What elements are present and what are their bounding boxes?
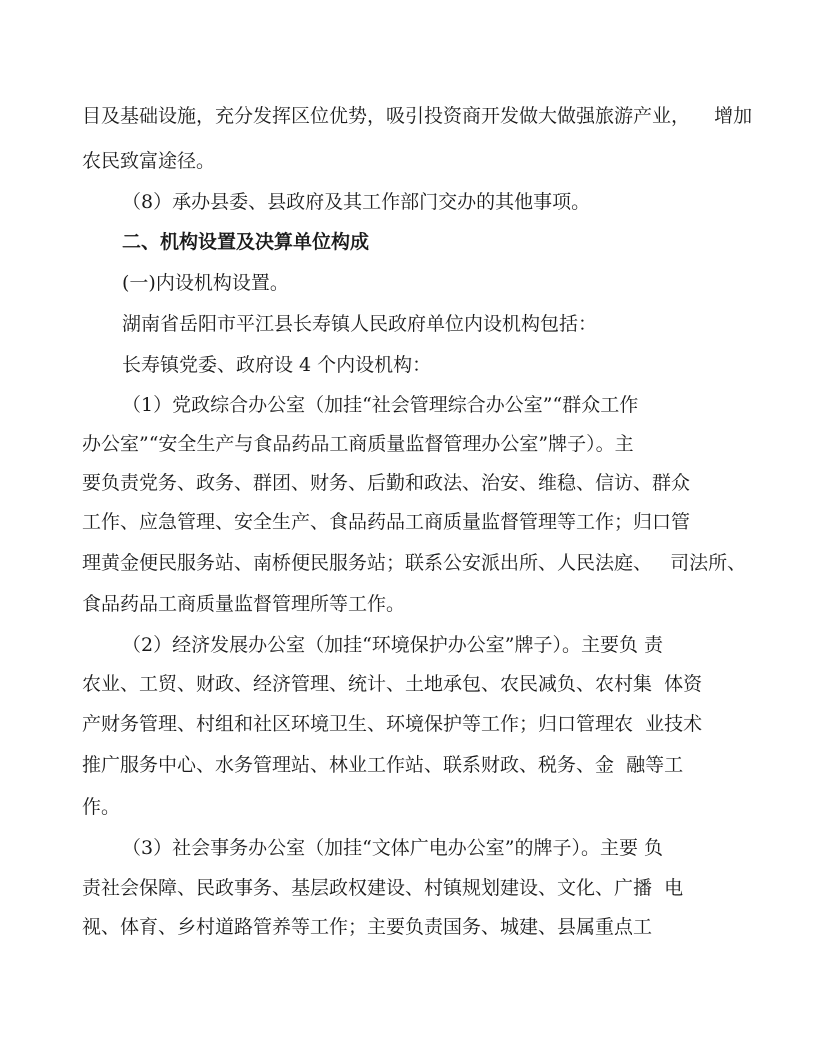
- text-line-2: 农民致富途径。: [82, 150, 216, 172]
- item-3-line-3: 视、体育、乡村道路管养等工作；主要负责国务、城建、县属重点工: [82, 916, 653, 938]
- item-8-line: （8）承办县委、县政府及其工作部门交办的其他事项。: [122, 191, 591, 213]
- item-1-line-5: 理黄金便民服务站、南桥便民服务站；联系公安派出所、人民法庭、 司法所、: [82, 552, 747, 574]
- item-2-line-4: 推广服务中心、水务管理站、林业工作站、联系财政、税务、金 融等工: [82, 754, 684, 776]
- item-2-line-2: 农业、工贸、财政、经济管理、统计、土地承包、农民减负、农村集 体资: [82, 673, 703, 695]
- item-2-line-3: 产财务管理、村组和社区环境卫生、环境保护等工作；归口管理农 业技术: [82, 713, 703, 735]
- item-1-line-1: （1）党政综合办公室（加挂“社会管理综合办公室”“群众工作: [122, 394, 639, 416]
- text-line-6: 湖南省岳阳市平江县长寿镇人民政府单位内设机构包括：: [122, 313, 598, 335]
- item-1-line-2: 办公室”“安全生产与食品药品工商质量监督管理办公室”牌子）。主: [82, 433, 634, 455]
- item-1-line-4: 工作、应急管理、安全生产、食品药品工商质量监督管理等工作；归口管: [82, 511, 691, 533]
- item-3-line-1: （3）社会事务办公室（加挂“文体广电办公室”的牌子）。主要 负: [122, 837, 664, 859]
- subsection-heading: (一)内设机构设置。: [122, 272, 289, 294]
- item-1-line-3: 要负责党务、政务、群团、财务、后勤和政法、治安、维稳、信访、群众: [82, 472, 691, 494]
- item-2-line-1: （2）经济发展办公室（加挂“环境保护办公室”牌子）。主要负 责: [122, 634, 664, 656]
- item-1-line-6: 食品药品工商质量监督管理所等工作。: [82, 593, 406, 615]
- text-line-1: 目及基础设施，充分发挥区位优势，吸引投资商开发做大做强旅游产业， 增加: [82, 105, 753, 127]
- text-line-7: 长寿镇党委、政府设 4 个内设机构：: [122, 354, 432, 376]
- item-3-line-2: 责社会保障、民政事务、基层政权建设、村镇规划建设、文化、广播 电: [82, 877, 684, 899]
- item-2-line-5: 作。: [82, 796, 121, 818]
- section-heading: 二、机构设置及决算单位构成: [122, 231, 370, 253]
